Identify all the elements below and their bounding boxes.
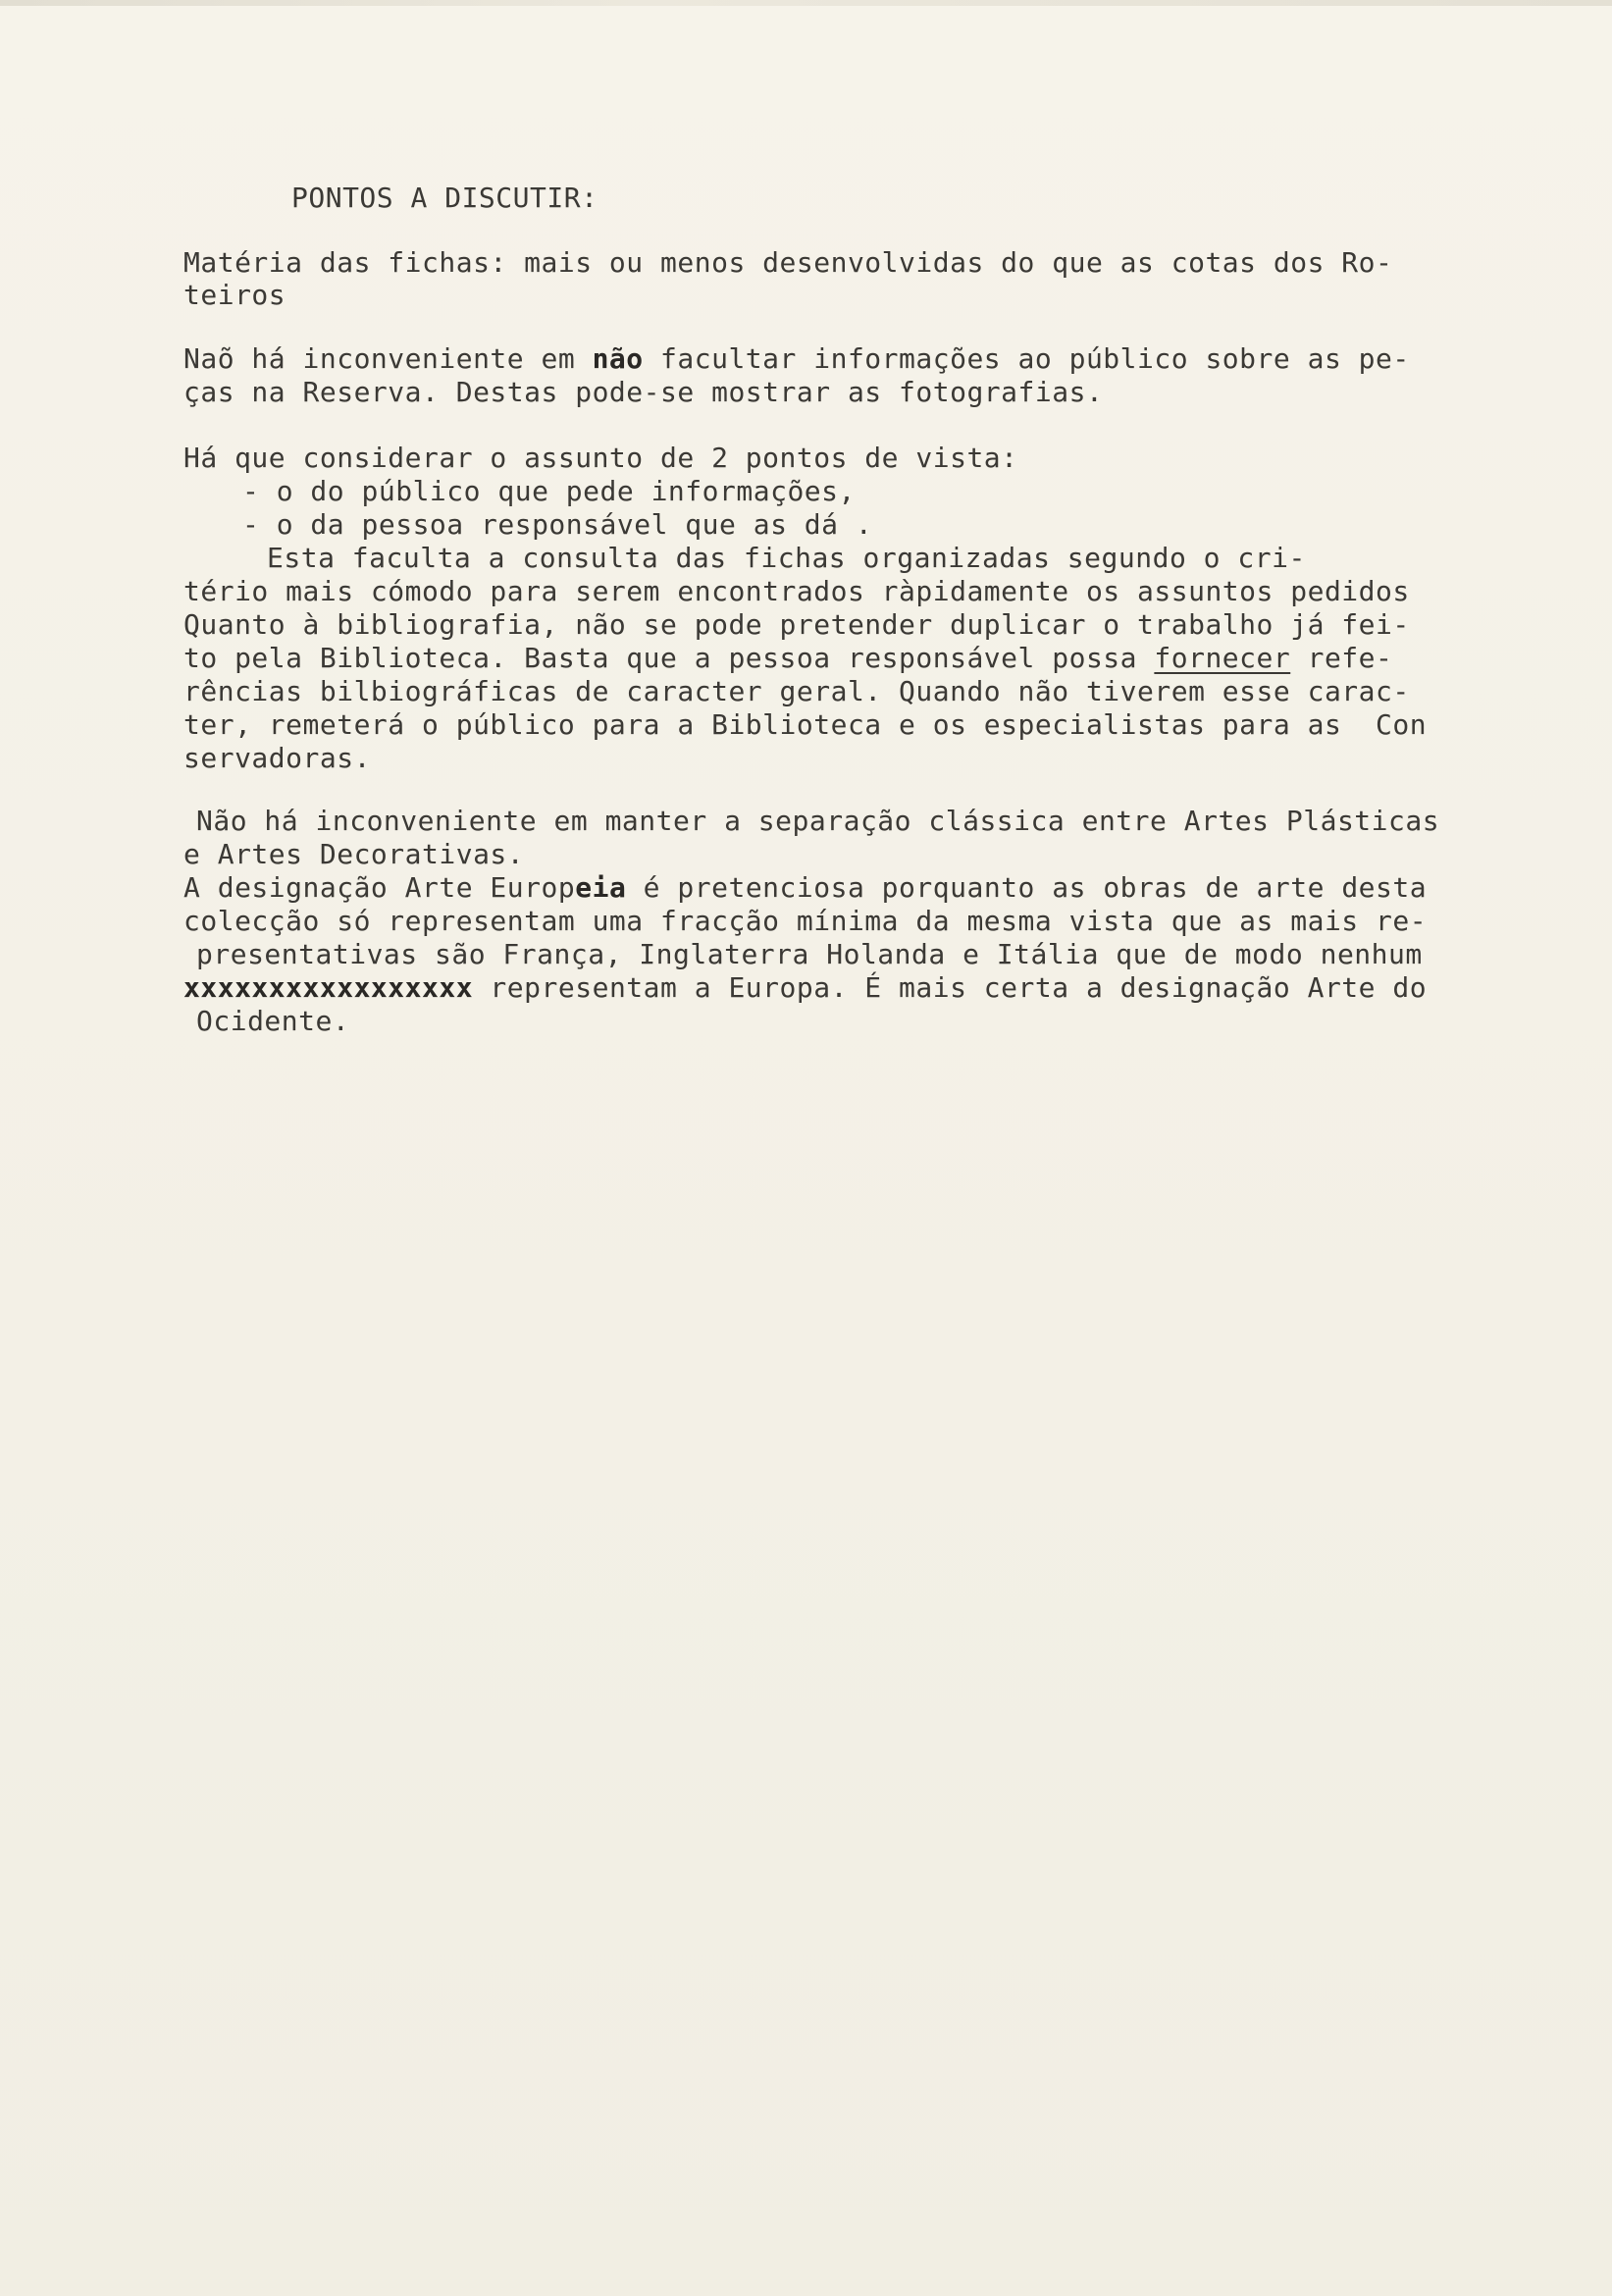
struck-out-word: xxxxxxxxxxxxxxxxx xyxy=(183,971,474,1004)
text-line: teiros xyxy=(183,279,286,311)
text-line xyxy=(183,342,1410,376)
struck-out-word: não xyxy=(592,342,644,375)
list-item: - o da pessoa responsável que as dá . xyxy=(242,508,873,541)
text-segment: Naõ há inconveniente em xyxy=(183,342,593,375)
text-segment: A designação Arte Europ xyxy=(183,871,576,904)
paper-top-edge xyxy=(0,0,1612,6)
text-segment: to pela Biblioteca. Basta que a pessoa responsável possa xyxy=(183,642,1155,674)
text-segment: refe- xyxy=(1290,642,1393,674)
text-line: rências bilbiográficas de caracter geral. Quando não tiverem esse carac- xyxy=(183,675,1410,707)
text-line: servadoras. xyxy=(183,742,371,774)
struck-out-word: eia xyxy=(575,871,627,904)
text-line: Quanto à bibliografia, não se pode pretender duplicar o trabalho já fei- xyxy=(183,608,1410,641)
text-line: Não há inconveniente em manter a separação clássica entre Artes Plásticas xyxy=(196,805,1440,837)
list-item: - o do público que pede informações, xyxy=(242,475,856,507)
text-segment: é pretenciosa porquanto as obras de arte desta xyxy=(626,871,1428,904)
text-line: Ocidente. xyxy=(196,1005,350,1037)
text-line: ter, remeterá o público para a Biblioteca e os especialistas para as Con xyxy=(183,708,1428,741)
text-line: Há que considerar o assunto de 2 pontos de vista: xyxy=(183,442,1018,474)
text-line: Matéria das fichas: mais ou menos desenvolvidas do que as cotas dos Ro- xyxy=(183,246,1393,279)
text-line: Esta faculta a consulta das fichas organizadas segundo o cri- xyxy=(267,542,1306,574)
underlined-word: fornecer xyxy=(1154,642,1291,674)
text-segment: representam a Europa. É mais certa a designação Arte do xyxy=(473,971,1428,1004)
text-line xyxy=(183,871,1427,905)
text-line: e Artes Decorativas. xyxy=(183,838,525,870)
text-line: ças na Reserva. Destas pode-se mostrar as fotografias. xyxy=(183,376,1104,408)
text-line: colecção só representam uma fracção mínima da mesma vista que as mais re- xyxy=(183,905,1428,937)
text-line xyxy=(183,971,1427,1005)
text-line: tério mais cómodo para serem encontrados ràpidamente os assuntos pedidos xyxy=(183,575,1410,607)
text-line xyxy=(183,642,1392,675)
page-heading: PONTOS A DISCUTIR: xyxy=(291,182,598,214)
text-segment: facultar informações ao público sobre as pe- xyxy=(643,342,1410,375)
text-line: presentativas são França, Inglaterra Holanda e Itália que de modo nenhum xyxy=(196,938,1423,970)
